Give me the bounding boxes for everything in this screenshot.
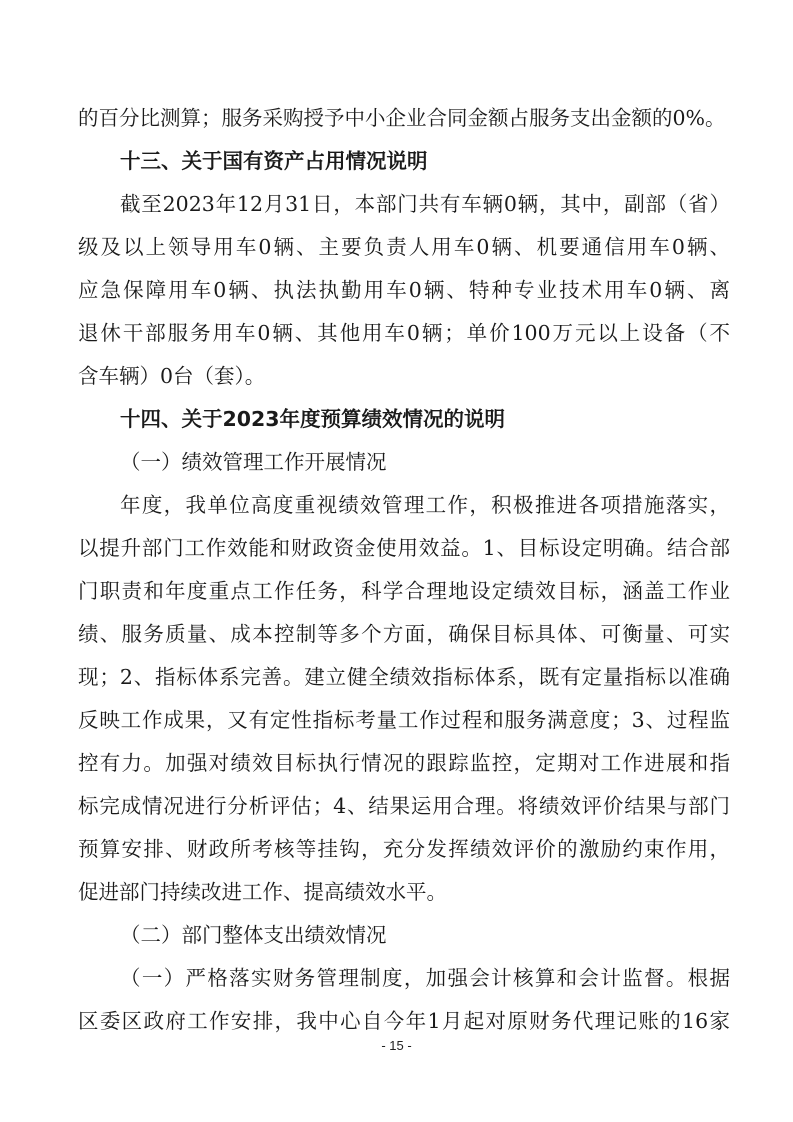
paragraph-line: 促进部门持续改进工作、提高绩效水平。 (78, 880, 447, 904)
page-number: - 15 - (381, 1038, 412, 1053)
paragraph-line: 反映工作成果，又有定性指标考量工作过程和服务满意度；3、过程监 (78, 708, 730, 732)
paragraph-line: 现；2、指标体系完善。建立健全绩效指标体系，既有定量指标以准确 (78, 665, 730, 689)
paragraph-line: 绩、服务质量、成本控制等多个方面，确保目标具体、可衡量、可实 (78, 622, 730, 646)
paragraph-line: 区委区政府工作安排，我中心自今年1月起对原财务代理记账的16家 (78, 1009, 730, 1033)
section-heading-13: 十三、关于国有资产占用情况说明 (120, 149, 428, 173)
paragraph-line: 退休干部服务用车0辆、其他用车0辆；单价100万元以上设备（不 (78, 321, 730, 345)
paragraph-line: 截至2023年12月31日，本部门共有车辆0辆，其中，副部（省） (120, 192, 730, 216)
paragraph-line: 以提升部门工作效能和财政资金使用效益。1、目标设定明确。结合部 (78, 536, 730, 560)
subsection-heading-2: （二）部门整体支出绩效情况 (120, 923, 387, 947)
paragraph-line: 门职责和年度重点工作任务，科学合理地设定绩效目标，涵盖工作业 (78, 579, 730, 603)
paragraph-line: 标完成情况进行分析评估；4、结果运用合理。将绩效评价结果与部门 (78, 794, 730, 818)
paragraph-line: 预算安排、财政所考核等挂钩，充分发挥绩效评价的激励约束作用， (78, 837, 730, 861)
paragraph-line: 含车辆）0台（套）。 (78, 364, 266, 388)
paragraph-line: 年度，我单位高度重视绩效管理工作，积极推进各项措施落实， (120, 493, 730, 517)
paragraph-line: 的百分比测算；服务采购授予中小企业合同金额占服务支出金额的0%。 (78, 106, 726, 130)
subsection-heading-1: （一）绩效管理工作开展情况 (120, 450, 387, 474)
paragraph-line: （一）严格落实财务管理制度，加强会计核算和会计监督。根据 (120, 966, 730, 990)
section-heading-14: 十四、关于2023年度预算绩效情况的说明 (120, 407, 506, 431)
paragraph-line: 级及以上领导用车0辆、主要负责人用车0辆、机要通信用车0辆、 (78, 235, 730, 259)
paragraph-line: 控有力。加强对绩效目标执行情况的跟踪监控，定期对工作进展和指 (78, 751, 730, 775)
paragraph-line: 应急保障用车0辆、执法执勤用车0辆、特种专业技术用车0辆、离 (78, 278, 730, 302)
